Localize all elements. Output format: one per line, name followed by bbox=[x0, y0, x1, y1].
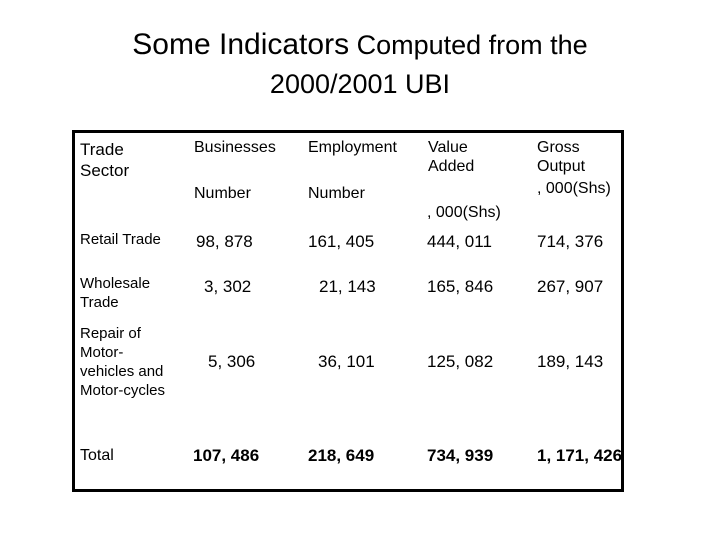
row-repair-sector-line4: Motor-cycles bbox=[80, 382, 166, 399]
row-retail-sector-line1: Retail Trade bbox=[80, 231, 161, 248]
header-gross-output bbox=[537, 138, 585, 176]
row-total-gross-output: 1, 171, 426 bbox=[537, 446, 623, 465]
header-value-added-unit: , 000(Shs) bbox=[427, 204, 501, 221]
row-wholesale-businesses: 3, 302 bbox=[204, 277, 252, 296]
row-wholesale-gross-output: 267, 907 bbox=[537, 277, 604, 296]
header-trade-sector-line1: Trade bbox=[80, 140, 124, 159]
header-value-added bbox=[428, 138, 474, 176]
row-repair-value-added: 125, 082 bbox=[427, 352, 494, 371]
header-trade-sector bbox=[80, 139, 129, 181]
header-gross-output-line2: Output bbox=[537, 158, 586, 175]
row-wholesale-value-added: 165, 846 bbox=[427, 277, 494, 296]
row-total-sector-line1: Total bbox=[80, 447, 114, 464]
row-retail-value-added: 444, 011 bbox=[427, 232, 492, 251]
title-emphasis: Some Indicators bbox=[132, 28, 350, 61]
row-repair-gross-output: 189, 143 bbox=[537, 352, 604, 371]
row-wholesale-sector-line2: Trade bbox=[80, 294, 119, 311]
row-wholesale-employment: 21, 143 bbox=[319, 277, 376, 296]
row-retail-businesses: 98, 878 bbox=[196, 232, 253, 251]
row-repair-sector bbox=[80, 324, 165, 400]
row-retail-employment: 161, 405 bbox=[308, 232, 375, 251]
row-repair-businesses: 5, 306 bbox=[208, 352, 256, 371]
row-retail-gross-output: 714, 376 bbox=[537, 232, 604, 251]
indicators-table bbox=[72, 130, 624, 492]
header-employment: Employment bbox=[308, 139, 397, 156]
header-businesses-unit: Number bbox=[194, 185, 251, 202]
row-wholesale-sector bbox=[80, 274, 150, 312]
row-repair-employment: 36, 101 bbox=[318, 352, 375, 371]
page-title bbox=[0, 28, 720, 62]
header-value-added-line2: Added bbox=[428, 158, 475, 175]
row-retail-sector bbox=[80, 230, 161, 249]
row-total-value-added: 734, 939 bbox=[427, 446, 494, 465]
row-repair-sector-line2: Motor- bbox=[80, 344, 124, 361]
title-rest: Computed from the bbox=[349, 30, 588, 60]
header-gross-output-line1: Gross bbox=[537, 139, 580, 156]
row-repair-sector-line1: Repair of bbox=[80, 325, 141, 342]
header-trade-sector-line2: Sector bbox=[80, 161, 130, 180]
header-value-added-line1: Value bbox=[428, 139, 468, 156]
row-total-businesses: 107, 486 bbox=[193, 446, 260, 465]
page-subtitle: 2000/2001 UBI bbox=[269, 69, 451, 99]
row-repair-sector-line3: vehicles and bbox=[80, 363, 164, 380]
row-total-employment: 218, 649 bbox=[308, 446, 375, 465]
row-total-sector bbox=[80, 446, 114, 465]
header-businesses: Businesses bbox=[194, 139, 276, 156]
row-wholesale-sector-line1: Wholesale bbox=[80, 275, 151, 292]
header-employment-unit: Number bbox=[308, 185, 365, 202]
header-gross-output-unit: , 000(Shs) bbox=[537, 180, 611, 197]
